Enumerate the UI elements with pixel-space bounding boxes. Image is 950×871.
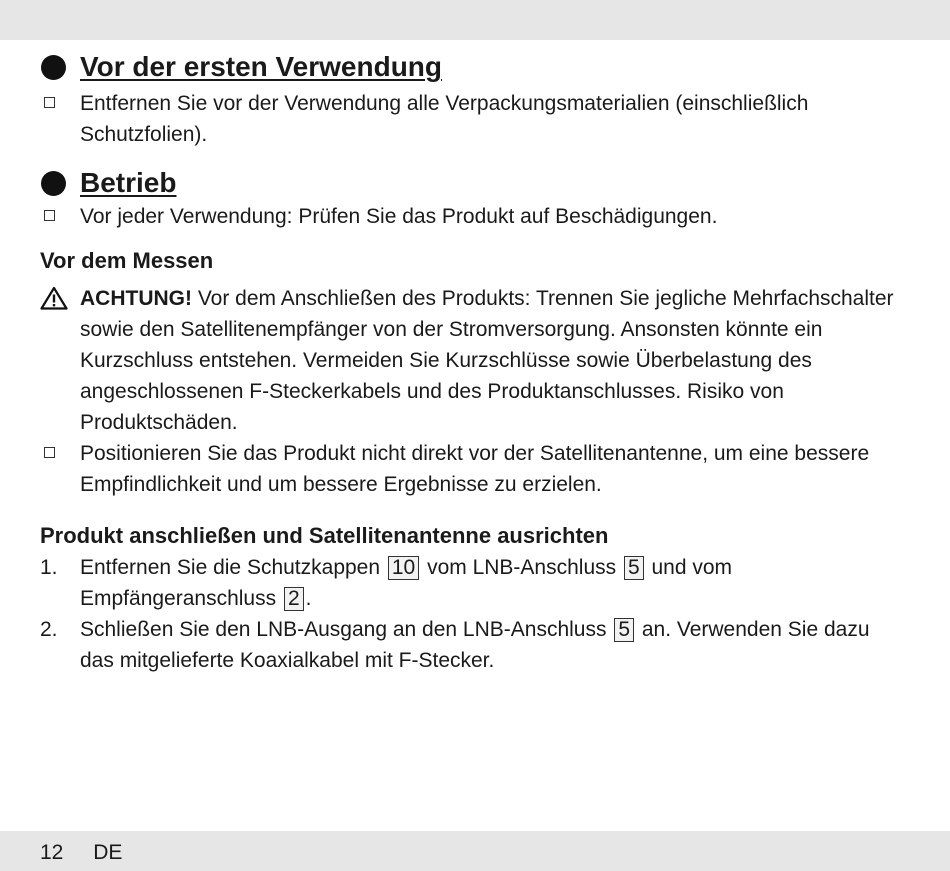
list-item bbox=[40, 88, 900, 150]
step-text: Schließen Sie den LNB-Ausgang an den LNB-Anschluss bbox=[80, 618, 613, 641]
section-heading-operation bbox=[40, 166, 900, 200]
filled-circle-icon bbox=[41, 55, 66, 80]
section-heading-first-use bbox=[40, 50, 900, 84]
step-text: vom LNB-Anschluss bbox=[421, 556, 622, 579]
list-item-text: Vor jeder Verwendung: Prüfen Sie das Produkt auf Beschädigungen. bbox=[80, 205, 718, 228]
step-text: Entfernen Sie die Schutzkappen bbox=[80, 556, 386, 579]
list-item-text: Entfernen Sie vor der Verwendung alle Verpackungsmaterialien (einschließlich Schutzfolien). bbox=[80, 92, 809, 146]
numbered-step bbox=[40, 552, 900, 614]
part-reference: 5 bbox=[614, 618, 634, 642]
part-reference: 5 bbox=[624, 556, 644, 580]
square-bullet-icon bbox=[44, 97, 55, 108]
footer-band bbox=[0, 831, 950, 871]
square-bullet-icon bbox=[44, 210, 55, 221]
language-code: DE bbox=[93, 841, 123, 864]
subsection-heading-connect: Produkt anschließen und Satellitenantenne ausrichten bbox=[40, 523, 609, 548]
section-title: Vor der ersten Verwendung bbox=[80, 51, 443, 82]
warning-keyword: ACHTUNG! bbox=[80, 287, 192, 310]
list-item bbox=[40, 438, 900, 500]
numbered-step bbox=[40, 614, 900, 676]
page-footer bbox=[40, 841, 122, 865]
list-item-text: Positionieren Sie das Produkt nicht direkt vor der Satellitenantenne, um eine bessere Empfindlichkeit und um bessere Ergebnisse zu erzielen. bbox=[80, 442, 870, 496]
step-text: an. Verwenden Sie dazu das mitgelieferte Koaxialkabel mit F-Stecker. bbox=[80, 618, 870, 672]
warning-block bbox=[40, 283, 900, 438]
step-text: . bbox=[305, 587, 312, 610]
warning-text: Vor dem Anschließen des Produkts: Trennen Sie jegliche Mehrfachschalter sowie den Satellitenempfänger von der Stromversorgung. Ansonsten könnte ein Kurzschluss entstehen. Vermeiden Sie Kurzschlüsse sowie Überbelastung des angeschlossenen F-Steckerkabels und des Produktanschlusses. Risiko von Produktschäden. bbox=[80, 287, 894, 434]
filled-circle-icon bbox=[41, 171, 66, 196]
step-text: und vom Empfängeranschluss bbox=[80, 556, 733, 610]
section-title: Betrieb bbox=[80, 167, 177, 198]
part-reference: 10 bbox=[388, 556, 419, 580]
square-bullet-icon bbox=[44, 447, 55, 458]
list-item bbox=[40, 201, 900, 232]
subsection-heading-before-measuring: Vor dem Messen bbox=[40, 248, 214, 273]
step-number: 2. bbox=[40, 618, 58, 641]
step-number: 1. bbox=[40, 556, 58, 579]
part-reference: 2 bbox=[284, 587, 304, 611]
warning-triangle-icon bbox=[40, 286, 68, 310]
page-number: 12 bbox=[40, 841, 64, 864]
page-content bbox=[40, 50, 900, 676]
header-band bbox=[0, 0, 950, 40]
